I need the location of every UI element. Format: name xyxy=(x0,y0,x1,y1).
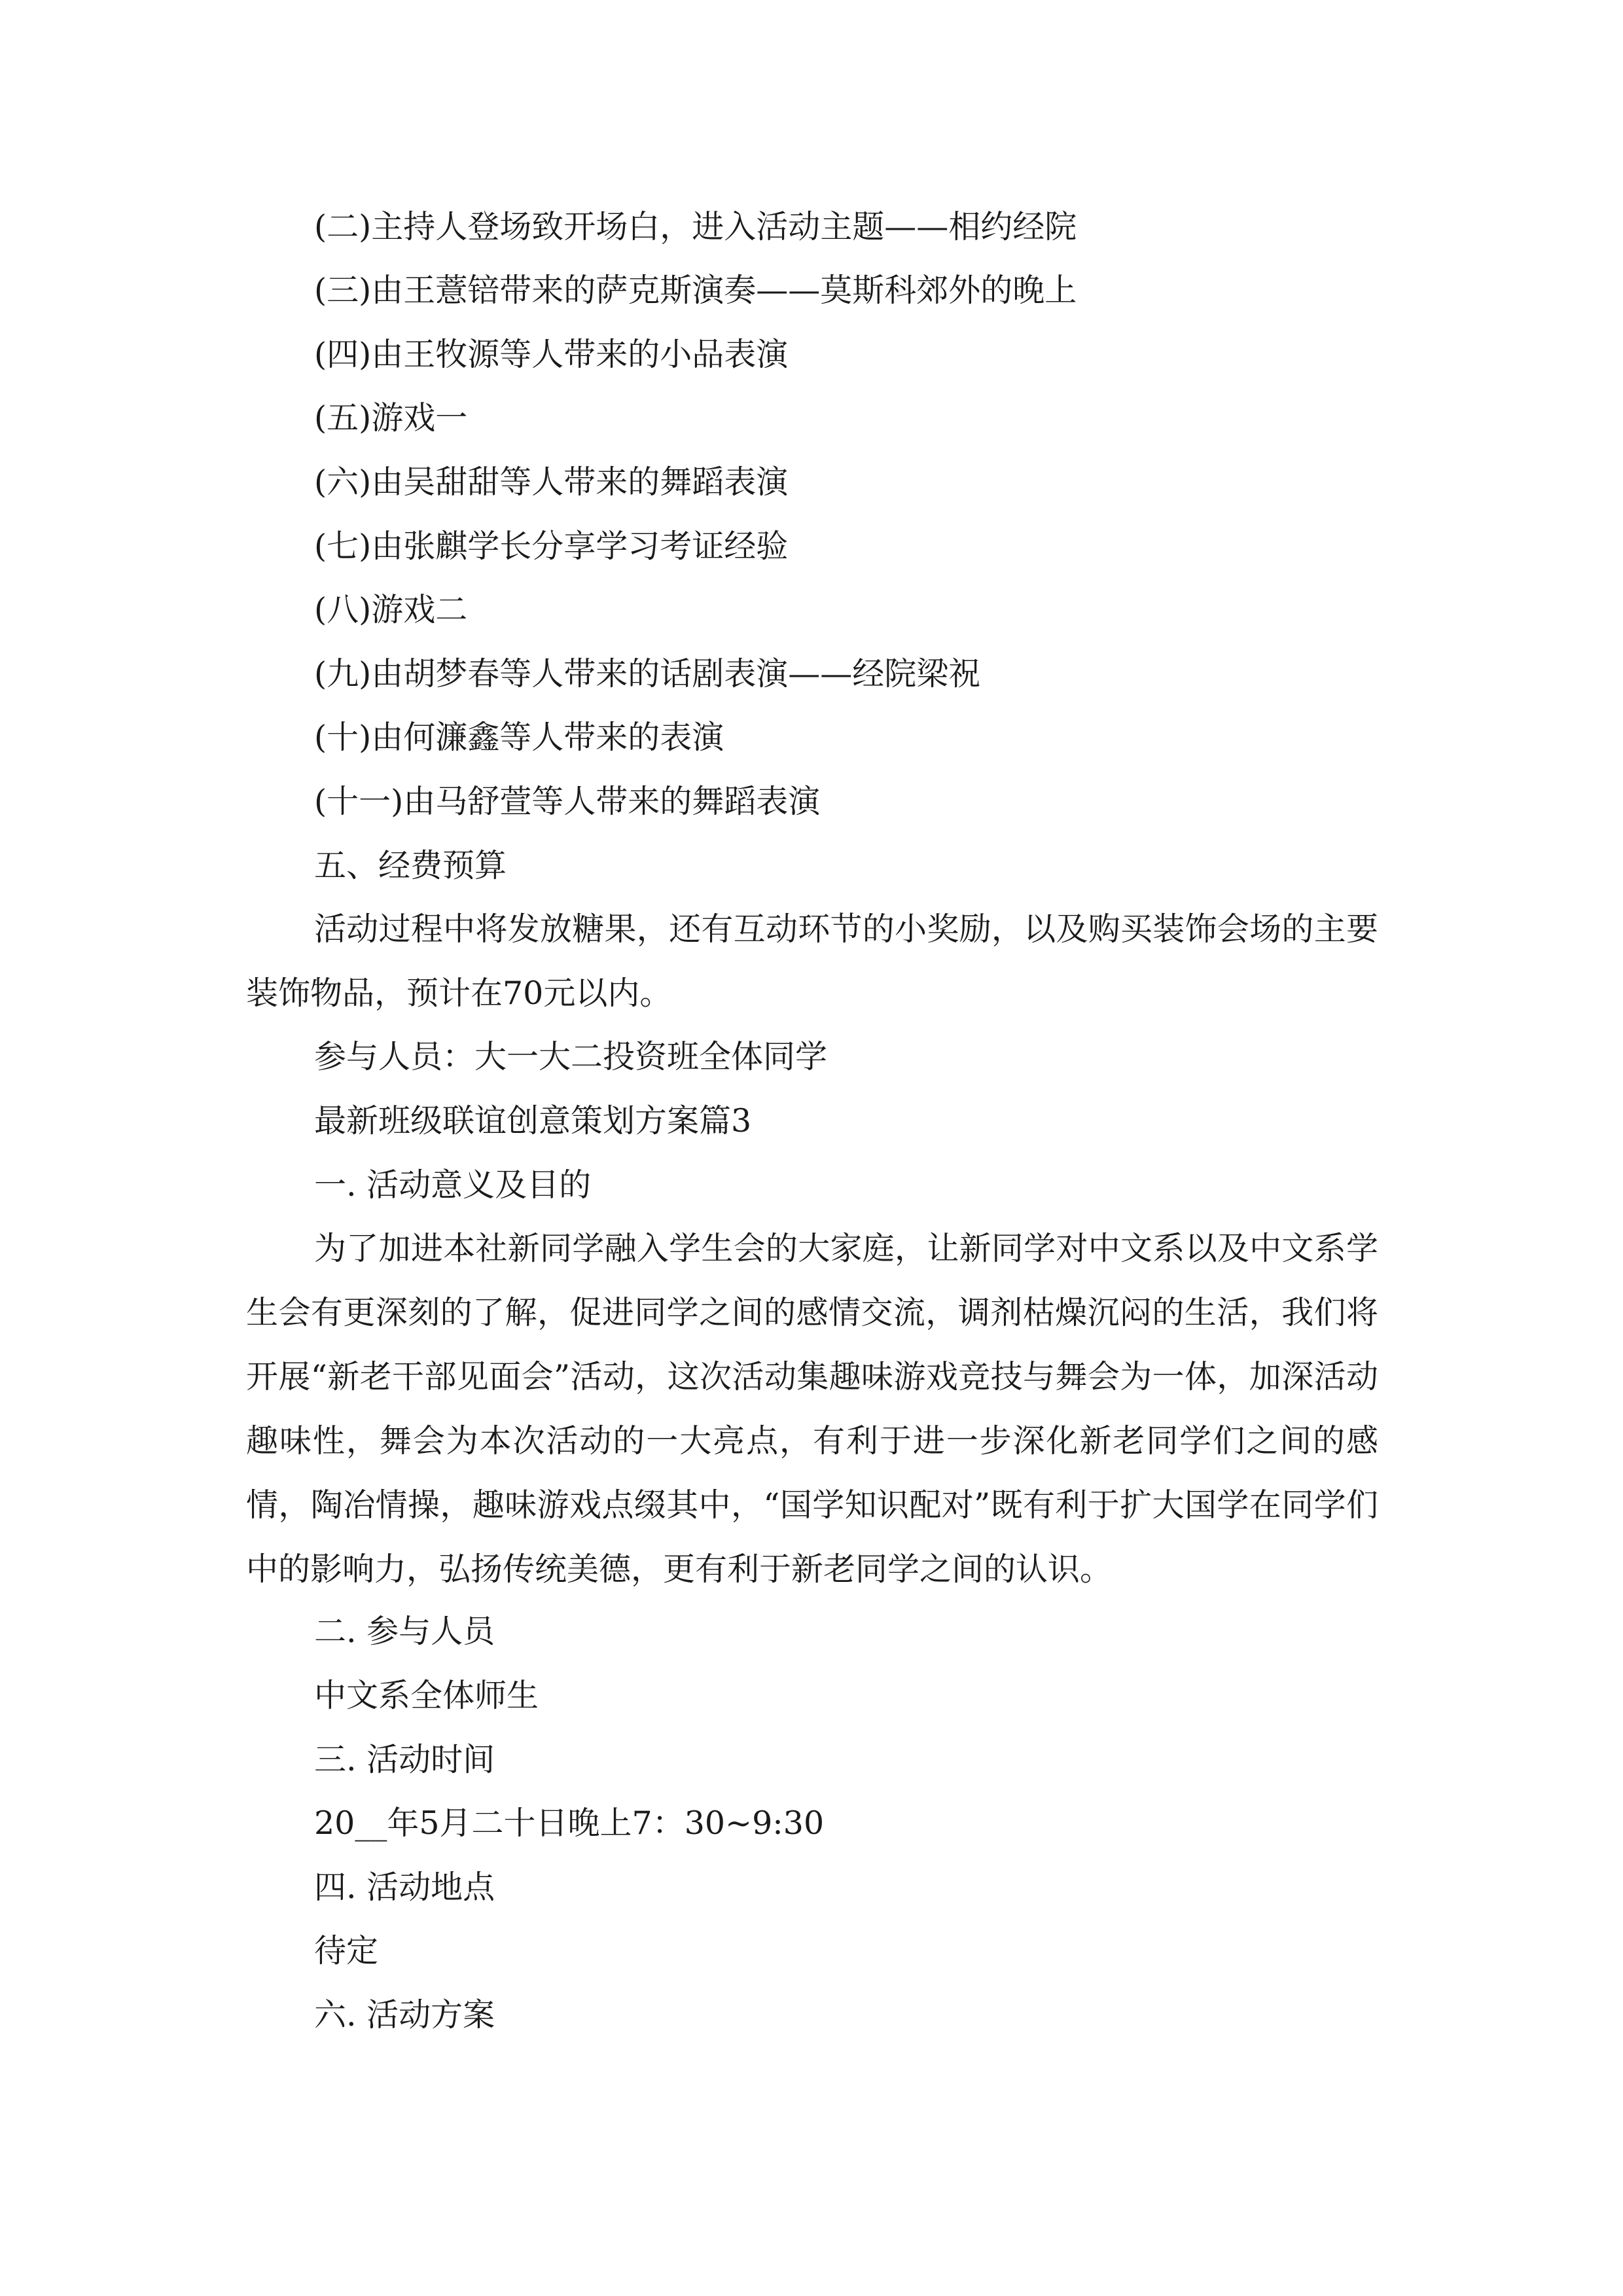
program-item-10: (十)由何濂鑫等人带来的表演 xyxy=(314,719,724,756)
program-item-11: (十一)由马舒萱等人带来的舞蹈表演 xyxy=(314,783,821,820)
section-3-heading: 三. 活动时间 xyxy=(314,1741,495,1778)
section-2-heading: 二. 参与人员 xyxy=(314,1613,495,1650)
section-3-content: 20__年5月二十日晚上7：30~9:30 xyxy=(314,1804,825,1842)
section-2-content: 中文系全体师生 xyxy=(314,1677,539,1714)
participants-line: 参与人员：大一大二投资班全体同学 xyxy=(314,1038,828,1075)
program-item-2: (二)主持人登场致开场白，进入活动主题——相约经院 xyxy=(314,208,1077,245)
section-4-heading: 四. 活动地点 xyxy=(314,1869,495,1906)
program-item-3: (三)由王薏锫带来的萨克斯演奏——莫斯科郊外的晚上 xyxy=(314,272,1077,309)
section-6-heading: 六. 活动方案 xyxy=(314,1996,495,2034)
program-item-4: (四)由王牧源等人带来的小品表演 xyxy=(314,336,789,373)
program-item-7: (七)由张麒学长分享学习考证经验 xyxy=(314,528,789,565)
section-1-paragraph: 为了加进本社新同学融入学生会的大家庭，让新同学对中文系以及中文系学生会有更深刻的了解，促进同学之间的感情交流，调剂枯燥沉闷的生活，我们将开展“新老干部见面会”活动，这次活动集趣味游戏竞技与舞会为一体，加深活动趣味性，舞会为本次活动的一大亮点，有利于进一步深化新老同学们之间的感情，陶冶情操，趣味游戏点缀其中，“国学知识配对”既有利于扩大国学在同学们中的影响力，弘扬传统美德，更有利于新老同学之间的认识。 xyxy=(246,1230,1378,1588)
program-item-8: (八)游戏二 xyxy=(314,591,468,628)
program-item-9: (九)由胡梦春等人带来的话剧表演——经院梁祝 xyxy=(314,655,981,692)
program-item-5: (五)游戏一 xyxy=(314,399,468,437)
program-item-6: (六)由吴甜甜等人带来的舞蹈表演 xyxy=(314,463,789,501)
section-1-heading: 一. 活动意义及目的 xyxy=(314,1166,592,1204)
budget-paragraph: 活动过程中将发放糖果，还有互动环节的小奖励，以及购买装饰会场的主要装饰物品，预计在70元以内。 xyxy=(246,910,1378,1012)
plan-3-title: 最新班级联谊创意策划方案篇3 xyxy=(314,1102,752,1139)
section-4-content: 待定 xyxy=(314,1932,379,1969)
budget-heading: 五、经费预算 xyxy=(314,847,507,884)
